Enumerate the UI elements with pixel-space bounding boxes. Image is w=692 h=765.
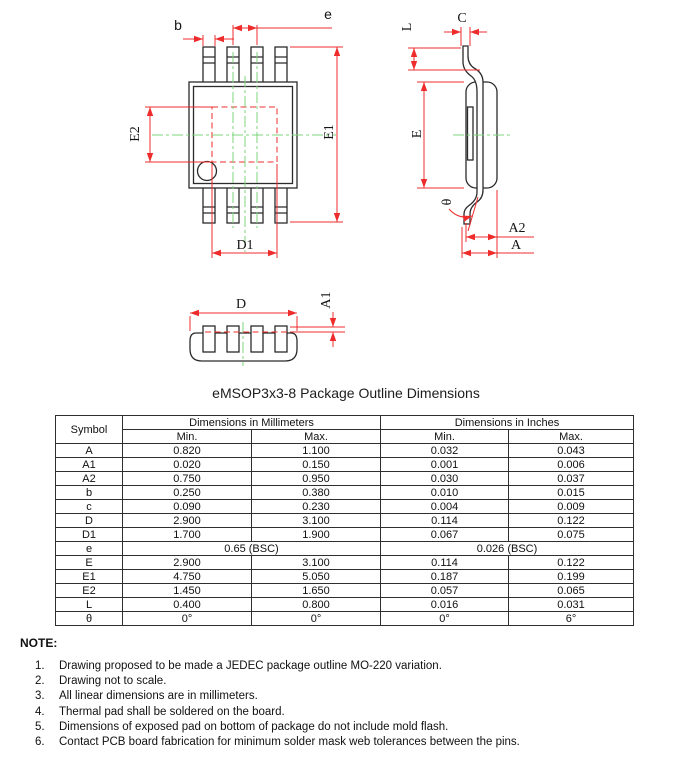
cell-inch-max: 0.199 (509, 570, 634, 584)
cell-symbol: θ (56, 612, 123, 626)
note-number: 4. (35, 705, 45, 718)
cell-inch-min: 0.030 (381, 472, 509, 486)
dim-label-E2: E2 (128, 126, 143, 142)
table-subheader-row (56, 430, 634, 444)
table-row (56, 570, 634, 584)
table-row (56, 500, 634, 514)
lead (203, 326, 215, 352)
cell-mm-max: 0° (252, 612, 381, 626)
note-text: Drawing proposed to be made a JEDEC package outline MO-220 variation. (59, 660, 442, 672)
cell-mm-min: 0.750 (123, 472, 252, 486)
notes-heading: NOTE: (20, 636, 58, 650)
page-title: eMSOP3x3-8 Package Outline Dimensions (212, 385, 480, 401)
cell-mm-min: 0.400 (123, 598, 252, 612)
cell-inch-span: 0.026 (BSC) (381, 542, 634, 556)
mm-min-header: Min. (123, 430, 252, 444)
lead (227, 326, 239, 352)
cell-inch-min: 0° (381, 612, 509, 626)
dim-label-b: b (174, 17, 182, 33)
dim-label-L: L (400, 22, 415, 32)
cell-mm-max: 3.100 (252, 514, 381, 528)
table-header-row (56, 416, 634, 430)
cell-symbol: D (56, 514, 123, 528)
cell-symbol: D1 (56, 528, 123, 542)
dim-b (174, 17, 234, 46)
cell-mm-max: 1.900 (252, 528, 381, 542)
cell-mm-max: 5.050 (252, 570, 381, 584)
top-view (128, 6, 343, 258)
note-text: Drawing not to scale. (59, 675, 167, 688)
cell-inch-min: 0.187 (381, 570, 509, 584)
cell-inch-min: 0.032 (381, 444, 509, 458)
dim-label-A: A (510, 238, 522, 253)
cell-inch-max: 0.006 (509, 458, 634, 472)
cell-inch-min: 0.010 (381, 486, 509, 500)
cell-inch-max: 0.122 (509, 556, 634, 570)
cell-symbol: E (56, 556, 123, 570)
note-number: 3. (35, 690, 45, 703)
cell-inch-max: 0.031 (509, 598, 634, 612)
cell-inch-min: 0.016 (381, 598, 509, 612)
inch-min-header: Min. (381, 430, 509, 444)
pin (203, 47, 215, 83)
table-row (56, 612, 634, 626)
cell-mm-max: 0.380 (252, 486, 381, 500)
table-row (56, 458, 634, 472)
note-item (20, 720, 675, 735)
cell-inch-max: 0.122 (509, 514, 634, 528)
dim-label-A2: A2 (508, 221, 526, 236)
table-row (56, 514, 634, 528)
cell-mm-min: 2.900 (123, 514, 252, 528)
cell-mm-max: 0.150 (252, 458, 381, 472)
side-view (400, 11, 534, 258)
table-row (56, 486, 634, 500)
note-item (20, 735, 675, 750)
note-item (20, 659, 675, 674)
note-item (20, 674, 675, 689)
cell-inch-min: 0.067 (381, 528, 509, 542)
note-number: 5. (35, 720, 45, 733)
cell-mm-min: 0.250 (123, 486, 252, 500)
cell-symbol: c (56, 500, 123, 514)
cell-inch-max: 0.065 (509, 584, 634, 598)
cell-inch-min: 0.114 (381, 514, 509, 528)
table-row (56, 472, 634, 486)
cell-inch-max: 0.043 (509, 444, 634, 458)
mm-max-header: Max. (252, 430, 381, 444)
cell-mm-max: 0.800 (252, 598, 381, 612)
cell-inch-max: 6° (509, 612, 634, 626)
cell-symbol: L (56, 598, 123, 612)
cell-symbol: E2 (56, 584, 123, 598)
dim-label-D1: D1 (236, 238, 254, 253)
cell-inch-min: 0.001 (381, 458, 509, 472)
dim-label-E: E (410, 129, 425, 139)
cell-symbol: A2 (56, 472, 123, 486)
cell-mm-min: 1.700 (123, 528, 252, 542)
cell-symbol: A (56, 444, 123, 458)
dim-label-theta: θ (440, 198, 455, 206)
cell-symbol: E1 (56, 570, 123, 584)
cell-mm-min: 0° (123, 612, 252, 626)
dim-e (233, 6, 332, 45)
cell-mm-min: 2.900 (123, 556, 252, 570)
note-text: All linear dimensions are in millimeters. (59, 690, 258, 703)
note-text: Dimensions of exposed pad on bottom of package do not include mold flash. (59, 720, 449, 733)
table-row (56, 528, 634, 542)
notes-section (20, 636, 675, 750)
cell-mm-max: 3.100 (252, 556, 381, 570)
cell-inch-min: 0.057 (381, 584, 509, 598)
dim-label-E1: E1 (322, 124, 337, 140)
cell-mm-max: 1.100 (252, 444, 381, 458)
cell-inch-min: 0.004 (381, 500, 509, 514)
cell-mm-min: 1.450 (123, 584, 252, 598)
table-row (56, 444, 634, 458)
dim-label-D: D (235, 297, 247, 312)
cell-symbol: b (56, 486, 123, 500)
note-number: 6. (35, 736, 45, 749)
cell-inch-max: 0.009 (509, 500, 634, 514)
inch-group-header: Dimensions in Inches (381, 416, 634, 430)
cell-mm-min: 4.750 (123, 570, 252, 584)
table-row (56, 542, 634, 556)
cell-mm-min: 0.090 (123, 500, 252, 514)
cell-inch-min: 0.114 (381, 556, 509, 570)
lead (275, 326, 287, 352)
symbol-header: Symbol (56, 416, 123, 444)
cell-mm-min: 0.020 (123, 458, 252, 472)
cell-mm-max: 0.950 (252, 472, 381, 486)
dimensions-table-body (56, 444, 634, 626)
cell-inch-max: 0.037 (509, 472, 634, 486)
note-item (20, 689, 675, 704)
notes-list (20, 659, 675, 750)
dim-label-A1: A1 (319, 291, 334, 309)
table-row (56, 584, 634, 598)
table-row (56, 556, 634, 570)
note-text: Thermal pad shall be soldered on the board. (59, 705, 285, 718)
lead (251, 326, 263, 352)
cell-symbol: e (56, 542, 123, 556)
dim-C (444, 11, 487, 46)
note-item (20, 705, 675, 720)
note-number: 1. (35, 660, 45, 672)
cell-mm-max: 1.650 (252, 584, 381, 598)
pin (275, 47, 287, 83)
cell-inch-max: 0.015 (509, 486, 634, 500)
front-view (190, 291, 345, 366)
note-text: Contact PCB board fabrication for minimum solder mask web tolerances between the pins. (59, 736, 520, 749)
dim-label-e: e (324, 6, 332, 22)
cell-inch-max: 0.075 (509, 528, 634, 542)
cell-symbol: A1 (56, 458, 123, 472)
table-row (56, 598, 634, 612)
dim-A1 (290, 291, 345, 347)
cell-mm-span: 0.65 (BSC) (123, 542, 381, 556)
note-number: 2. (35, 675, 45, 688)
cell-mm-min: 0.820 (123, 444, 252, 458)
inch-max-header: Max. (509, 430, 634, 444)
dim-label-C: C (457, 11, 467, 26)
cell-mm-max: 0.230 (252, 500, 381, 514)
pin (203, 187, 215, 223)
dimensions-table (55, 415, 634, 626)
mm-group-header: Dimensions in Millimeters (123, 416, 381, 430)
